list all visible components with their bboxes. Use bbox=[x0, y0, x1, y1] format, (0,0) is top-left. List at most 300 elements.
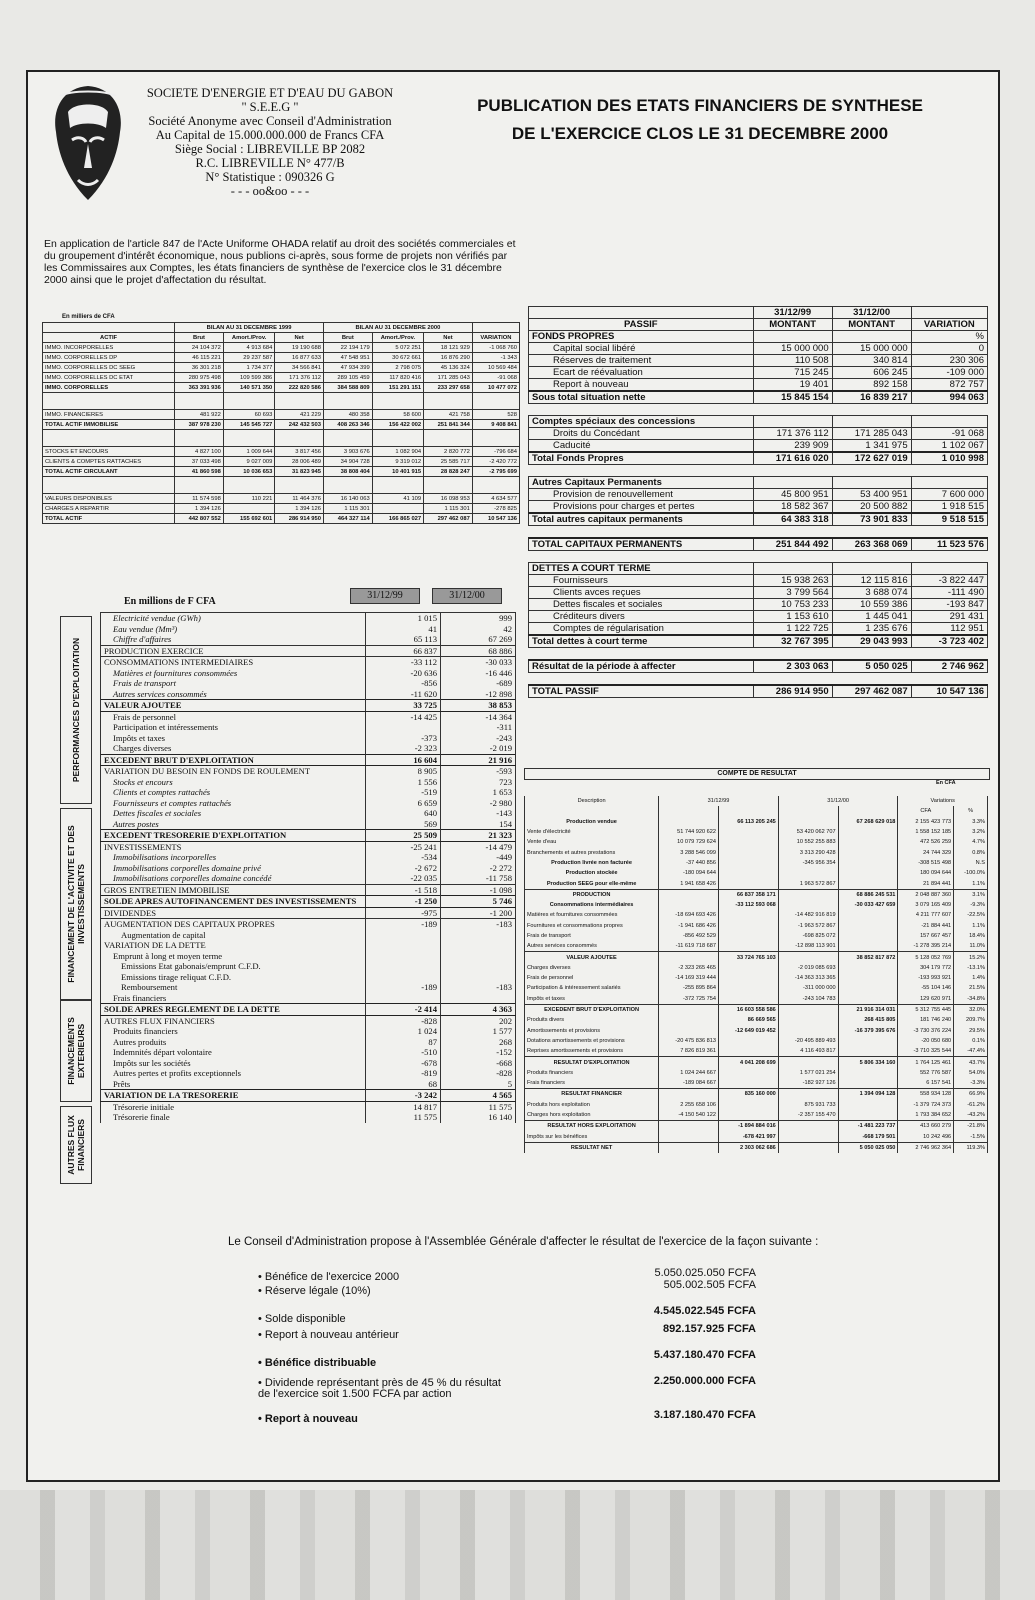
cr-cell-b: 86 669 565 bbox=[718, 1015, 778, 1025]
bilan-row-label: IMMO. CORPORELLES DC SEEG bbox=[43, 363, 175, 373]
passif-cell: -91 068 bbox=[911, 428, 987, 440]
cr-cell-f: 66.9% bbox=[954, 1089, 988, 1100]
tft-row bbox=[101, 951, 516, 962]
tft-value-99: 14 817 bbox=[366, 1101, 441, 1112]
tft-row bbox=[101, 961, 516, 972]
cr-cell-c: -243 104 783 bbox=[778, 994, 838, 1005]
cr-cell-b bbox=[718, 837, 778, 847]
title-line-1: PUBLICATION DES ETATS FINANCIERS DE SYNTHESE bbox=[477, 96, 923, 115]
cr-cell-c bbox=[778, 1121, 838, 1132]
cr-cell-d bbox=[838, 1036, 898, 1046]
bilan-cell: 109 599 386 bbox=[223, 373, 274, 383]
cr-cell-d bbox=[838, 847, 898, 857]
cr-cell-f: 18.4% bbox=[954, 931, 988, 941]
bilan-cell: 1 115 301 bbox=[424, 504, 473, 514]
bilan-cell: 30 672 661 bbox=[372, 353, 423, 363]
passif-row-label: Capital social libéré bbox=[529, 343, 754, 355]
passif-cell bbox=[911, 477, 987, 489]
passif-row-label: Droits du Concédant bbox=[529, 428, 754, 440]
passif-cell: 263 368 069 bbox=[832, 538, 911, 551]
passif-cell: 892 158 bbox=[832, 379, 911, 392]
tft-row-label: GROS ENTRETIEN IMMOBILISE bbox=[101, 884, 366, 896]
cr-row bbox=[525, 837, 988, 847]
cr-cell-d bbox=[838, 878, 898, 889]
bilan-row-label: IMMO. INCORPORELLES bbox=[43, 343, 175, 353]
cr-row-label: Produits divers bbox=[525, 1015, 659, 1025]
bilan-cell: 151 291 151 bbox=[372, 383, 423, 393]
cr-cell-e: 1 764 125 461 bbox=[898, 1057, 954, 1068]
tft-row-label: Participation et intéressements bbox=[101, 722, 366, 733]
passif-row bbox=[529, 685, 988, 698]
tft-row bbox=[101, 907, 516, 919]
tft-value-00: 11 575 bbox=[441, 1101, 516, 1112]
cr-cell-b bbox=[718, 1100, 778, 1110]
bilan-cell: 1 734 377 bbox=[223, 363, 274, 373]
bilan-row-label: IMMO. CORPORELLES bbox=[43, 383, 175, 393]
bilan-cell: 387 978 230 bbox=[175, 420, 224, 430]
cr-cell-e: -1 278 395 214 bbox=[898, 941, 954, 952]
bilan-cell: 2 798 075 bbox=[372, 363, 423, 373]
cr-cell-f: -1.5% bbox=[954, 1132, 988, 1143]
passif-cell bbox=[753, 563, 832, 575]
cr-cell-a bbox=[659, 1026, 719, 1036]
bilan-row bbox=[43, 447, 520, 457]
cr-cell-c bbox=[778, 1132, 838, 1143]
cr-cell-d: -16 379 395 676 bbox=[838, 1026, 898, 1036]
tft-row-label: Emissions tirage reliquat C.F.D. bbox=[101, 972, 366, 983]
photo-background bbox=[0, 1490, 1035, 1600]
bilan-cell: 45 136 324 bbox=[424, 363, 473, 373]
passif-cell: 18 582 367 bbox=[753, 501, 832, 514]
bilan-cell: -278 825 bbox=[472, 504, 519, 514]
tft-row-label: VARIATION DE LA TRESORERIE bbox=[101, 1090, 366, 1102]
cr-cell-b: 66 113 205 245 bbox=[718, 817, 778, 827]
passif-cell: 0 bbox=[911, 343, 987, 355]
section-fin-ext-label: FINANCEMENTS EXTERIEURS bbox=[60, 1000, 92, 1102]
cr-cell-a: -14 169 319 444 bbox=[659, 973, 719, 983]
cr-row bbox=[525, 878, 988, 889]
tft-value-00 bbox=[441, 972, 516, 983]
tft-value-99 bbox=[366, 961, 441, 972]
cr-cell-a: 3 288 546 099 bbox=[659, 847, 719, 857]
cr-cell-c: -14 363 313 365 bbox=[778, 973, 838, 983]
tft-row bbox=[101, 634, 516, 645]
tft-value-99: 87 bbox=[366, 1037, 441, 1048]
seeg-mask-logo bbox=[48, 82, 128, 204]
passif-row bbox=[529, 575, 988, 587]
bilan-cell: 10 547 136 bbox=[472, 514, 519, 524]
title-line-2: DE L'EXERCICE CLOS LE 31 DECEMBRE 2000 bbox=[511, 124, 889, 143]
cr-cell-e: 552 776 587 bbox=[898, 1068, 954, 1078]
cr-cell-d bbox=[838, 858, 898, 868]
cr-row-label: Autres services consommés bbox=[525, 941, 659, 952]
cr-cell-e: 157 667 457 bbox=[898, 931, 954, 941]
affectation-value: 5.050.025.050 FCFA bbox=[654, 1267, 756, 1279]
tft-row bbox=[101, 1058, 516, 1069]
cr-row-label: RESULTAT HORS EXPLOITATION bbox=[525, 1121, 659, 1132]
cr-row bbox=[525, 900, 988, 910]
passif-row-label: Autres Capitaux Permanents bbox=[529, 477, 754, 489]
tft-row-label: VALEUR AJOUTEE bbox=[101, 700, 366, 712]
cr-cell-f: -34.8% bbox=[954, 994, 988, 1005]
tft-value-99: -975 bbox=[366, 907, 441, 919]
cr-cell-e: 4 211 777 607 bbox=[898, 910, 954, 920]
cr-cell-c: -14 482 916 819 bbox=[778, 910, 838, 920]
tft-row-label: Clients et comptes rattachés bbox=[101, 787, 366, 798]
cr-head-00: 31/12/00 bbox=[778, 796, 898, 806]
passif-row bbox=[529, 416, 988, 428]
cr-row bbox=[525, 941, 988, 952]
passif-row-label: Total autres capitaux permanents bbox=[529, 513, 754, 526]
cr-cell-e: -3 710 325 544 bbox=[898, 1046, 954, 1057]
bilan-row-label: TOTAL ACTIF CIRCULANT bbox=[43, 467, 175, 477]
tft-value-00: 21 323 bbox=[441, 830, 516, 842]
cr-cell-b: 16 603 558 586 bbox=[718, 1004, 778, 1015]
cr-cell-d bbox=[838, 1110, 898, 1121]
bilan-cell: -1 343 bbox=[472, 353, 519, 363]
passif-cell: 5 050 025 bbox=[832, 660, 911, 673]
tft-row-label: Augmentation de capital bbox=[101, 930, 366, 941]
affectation-block bbox=[226, 1236, 846, 1248]
cr-row bbox=[525, 994, 988, 1005]
cr-cell-b bbox=[718, 994, 778, 1005]
passif-row bbox=[529, 611, 988, 623]
tft-value-99: -3 242 bbox=[366, 1090, 441, 1102]
section-fin-act-label: FINANCEMENT DE L'ACTIVITE ET DES INVESTISSEMENTS bbox=[60, 808, 92, 1000]
compte-resultat-table bbox=[524, 796, 988, 1153]
passif-row-label: Caducité bbox=[529, 440, 754, 453]
bilan-cell: 442 807 552 bbox=[175, 514, 224, 524]
cr-cell-e: 3 079 165 409 bbox=[898, 900, 954, 910]
bilan-cell bbox=[223, 504, 274, 514]
passif-corner bbox=[529, 307, 754, 319]
tft-row bbox=[101, 852, 516, 863]
bilan-col-header: Brut bbox=[175, 333, 224, 343]
tft-row-label: Autres postes bbox=[101, 819, 366, 830]
cr-cell-f: 43.7% bbox=[954, 1057, 988, 1068]
bilan-cell: 4 913 684 bbox=[223, 343, 274, 353]
tft-row bbox=[101, 700, 516, 712]
cr-row bbox=[525, 858, 988, 868]
cr-row bbox=[525, 963, 988, 973]
cr-cell-e: -3 730 376 224 bbox=[898, 1026, 954, 1036]
cr-cell-a: -180 094 644 bbox=[659, 868, 719, 878]
cr-cell-d bbox=[838, 1068, 898, 1078]
passif-row-label: Report à nouveau bbox=[529, 379, 754, 392]
cr-cell-b bbox=[718, 1036, 778, 1046]
company-seat: Siège Social : LIBREVILLE BP 2082 bbox=[174, 142, 366, 156]
cr-cell-a: 1 024 244 667 bbox=[659, 1068, 719, 1078]
passif-cell: 297 462 087 bbox=[832, 685, 911, 698]
bilan-group-2000: BILAN AU 31 DECEMBRE 2000 bbox=[323, 323, 472, 333]
passif-cell: -111 490 bbox=[911, 587, 987, 599]
passif-cell: 171 616 020 bbox=[753, 452, 832, 465]
passif-row-label: Dettes fiscales et sociales bbox=[529, 599, 754, 611]
passif-row-label: Sous total situation nette bbox=[529, 391, 754, 404]
bilan-corner-right bbox=[472, 323, 519, 333]
cr-row-label: Charges hors exploitation bbox=[525, 1110, 659, 1121]
cr-row-label: VALEUR AJOUTEE bbox=[525, 952, 659, 963]
bilan-cell: 171 376 112 bbox=[275, 373, 324, 383]
cr-cell-f: 21.5% bbox=[954, 983, 988, 993]
tft-row-label: Impôts sur les sociétés bbox=[101, 1058, 366, 1069]
tft-row-label: EXCEDENT TRESORERIE D'EXPLOITATION bbox=[101, 830, 366, 842]
tft-row-label: Charges diverses bbox=[101, 743, 366, 754]
cr-cell-c: 53 420 062 707 bbox=[778, 827, 838, 837]
passif-row bbox=[529, 452, 988, 465]
tft-value-00 bbox=[441, 993, 516, 1004]
tft-row bbox=[101, 1068, 516, 1079]
cr-cell-a bbox=[659, 1057, 719, 1068]
intro-paragraph: En application de l'article 847 de l'Acte Uniforme OHADA relatif au droit des sociétés commerciales et du groupement d'intérêt économique, nous publions ci-après, sous forme de projets non vérifiés par les Commissaires aux Comptes, les états financiers de synthèse de l'exercice clos le 31 décembre 2000 ainsi que le projet d'affectation du résultat. bbox=[44, 238, 516, 286]
affectation-value: 3.187.180.470 FCFA bbox=[653, 1409, 756, 1421]
tft-value-99: -11 620 bbox=[366, 689, 441, 700]
tft-value-00 bbox=[441, 940, 516, 951]
cr-cell-d bbox=[838, 837, 898, 847]
bilan-row-label: IMMO. CORPORELLES DC ETAT bbox=[43, 373, 175, 383]
cr-cell-f: 0.1% bbox=[954, 1036, 988, 1046]
affectation-label: • Solde disponible bbox=[258, 1314, 508, 1325]
passif-date-99: 31/12/99 bbox=[753, 307, 832, 319]
bilan-cell: 10 401 915 bbox=[372, 467, 423, 477]
bilan-cell: 36 301 218 bbox=[175, 363, 224, 373]
cr-cell-b: 2 303 062 686 bbox=[718, 1142, 778, 1153]
tft-value-99: -25 241 bbox=[366, 841, 441, 852]
tft-value-00: -1 200 bbox=[441, 907, 516, 919]
cr-cell-f: 209.7% bbox=[954, 1015, 988, 1025]
passif-row-label: Comptes de régularisation bbox=[529, 623, 754, 636]
passif-row bbox=[529, 391, 988, 404]
cr-cell-e: -20 050 680 bbox=[898, 1036, 954, 1046]
bilan-actif-table bbox=[42, 322, 520, 524]
tft-row bbox=[101, 1026, 516, 1037]
tft-row-label: Trésorerie finale bbox=[101, 1112, 366, 1123]
passif-cell: 15 000 000 bbox=[753, 343, 832, 355]
cr-row bbox=[525, 931, 988, 941]
cr-cell-e: 24 744 329 bbox=[898, 847, 954, 857]
cr-cell-a: -856 492 529 bbox=[659, 931, 719, 941]
bilan-col-header: Amort./Prov. bbox=[223, 333, 274, 343]
page-title bbox=[440, 92, 960, 148]
passif-row-label: FONDS PROPRES bbox=[529, 331, 754, 343]
tft-row-label: DIVIDENDES bbox=[101, 907, 366, 919]
bilan-cell: 1 082 904 bbox=[372, 447, 423, 457]
passif-cell: 1 341 975 bbox=[832, 440, 911, 453]
passif-row bbox=[529, 440, 988, 453]
passif-cell: 1 445 041 bbox=[832, 611, 911, 623]
cr-row-label: Branchements et autres prestations bbox=[525, 847, 659, 857]
bilan-cell: 233 297 658 bbox=[424, 383, 473, 393]
tft-row-label: Autres produits bbox=[101, 1037, 366, 1048]
cr-cell-a bbox=[659, 1132, 719, 1143]
tft-row bbox=[101, 841, 516, 852]
passif-cell: 15 938 263 bbox=[753, 575, 832, 587]
passif-row-label: Provision de renouvellement bbox=[529, 489, 754, 501]
cr-cell-e: 558 934 128 bbox=[898, 1089, 954, 1100]
tft-value-00: -449 bbox=[441, 852, 516, 863]
cr-cell-e: 2 155 423 773 bbox=[898, 817, 954, 827]
bilan-row bbox=[43, 383, 520, 393]
bilan-cell: -91 068 bbox=[472, 373, 519, 383]
bilan-cell bbox=[372, 504, 423, 514]
tft-value-99: -14 425 bbox=[366, 711, 441, 722]
tft-value-00: -668 bbox=[441, 1058, 516, 1069]
passif-cell: 11 523 576 bbox=[911, 538, 987, 551]
cr-cell-c bbox=[778, 952, 838, 963]
tft-value-99: -819 bbox=[366, 1068, 441, 1079]
bilan-row-label: STOCKS ET ENCOURS bbox=[43, 447, 175, 457]
tft-table bbox=[100, 612, 516, 1123]
cr-cell-c bbox=[778, 889, 838, 900]
cr-cell-a: -37 440 856 bbox=[659, 858, 719, 868]
passif-row bbox=[529, 513, 988, 526]
tft-value-00: 4 363 bbox=[441, 1004, 516, 1016]
cr-cell-b bbox=[718, 827, 778, 837]
passif-row bbox=[529, 538, 988, 551]
bilan-cell: 24 104 372 bbox=[175, 343, 224, 353]
cr-cell-e: 472 526 259 bbox=[898, 837, 954, 847]
cr-cell-f: 119.3% bbox=[954, 1142, 988, 1153]
passif-cell: 239 909 bbox=[753, 440, 832, 453]
bilan-cell: 9 408 841 bbox=[472, 420, 519, 430]
cr-cell-c bbox=[778, 1004, 838, 1015]
passif-cell: 15 000 000 bbox=[832, 343, 911, 355]
passif-cell: 1 122 725 bbox=[753, 623, 832, 636]
passif-cell: 286 914 950 bbox=[753, 685, 832, 698]
bilan-cell: 16 098 953 bbox=[424, 494, 473, 504]
passif-cell: 2 746 962 bbox=[911, 660, 987, 673]
cr-cell-d: 268 415 805 bbox=[838, 1015, 898, 1025]
tft-value-00: 154 bbox=[441, 819, 516, 830]
passif-col-header: MONTANT bbox=[832, 319, 911, 331]
passif-cell: 73 901 833 bbox=[832, 513, 911, 526]
tft-value-00 bbox=[441, 961, 516, 972]
tft-row bbox=[101, 808, 516, 819]
tft-value-00: 202 bbox=[441, 1015, 516, 1026]
tft-row bbox=[101, 743, 516, 754]
tft-row bbox=[101, 1079, 516, 1090]
cr-row-label: RESULTAT FINANCIER bbox=[525, 1089, 659, 1100]
cr-row-label: Participation & intéressement salariés bbox=[525, 983, 659, 993]
passif-cell bbox=[911, 416, 987, 428]
cr-cell-b bbox=[718, 921, 778, 931]
passif-cell: 606 245 bbox=[832, 367, 911, 379]
bilan-row-label: VALEURS DISPONIBLES bbox=[43, 494, 175, 504]
tft-row bbox=[101, 657, 516, 668]
cr-cell-f: 1.1% bbox=[954, 878, 988, 889]
tft-value-00: -14 364 bbox=[441, 711, 516, 722]
tft-row-label: Immobilisations incorporelles bbox=[101, 852, 366, 863]
bilan-cell: 363 391 936 bbox=[175, 383, 224, 393]
cr-unit: En CFA bbox=[936, 780, 956, 786]
bilan-cell: -2 795 699 bbox=[472, 467, 519, 477]
cr-cell-f: 4.7% bbox=[954, 837, 988, 847]
passif-cell bbox=[832, 477, 911, 489]
cr-row-label: Frais financiers bbox=[525, 1078, 659, 1089]
cr-cell-d bbox=[838, 973, 898, 983]
cr-cell-c: 3 313 290 428 bbox=[778, 847, 838, 857]
cr-cell-b: -1 894 884 016 bbox=[718, 1121, 778, 1132]
cr-cell-d bbox=[838, 921, 898, 931]
passif-row-label: Provisions pour charges et pertes bbox=[529, 501, 754, 514]
passif-row-label: Total dettes à court terme bbox=[529, 635, 754, 648]
cr-cell-f: 15.2% bbox=[954, 952, 988, 963]
passif-cell: 171 285 043 bbox=[832, 428, 911, 440]
cr-row bbox=[525, 847, 988, 857]
cr-cell-c: -12 898 113 901 bbox=[778, 941, 838, 952]
tft-value-99: 569 bbox=[366, 819, 441, 830]
bilan-cell: -2 420 772 bbox=[472, 457, 519, 467]
cr-title: COMPTE DE RESULTAT bbox=[524, 768, 990, 780]
tft-value-99 bbox=[366, 951, 441, 962]
bilan-cell: 22 194 179 bbox=[323, 343, 372, 353]
cr-row bbox=[525, 1015, 988, 1025]
tft-value-99: 1 556 bbox=[366, 777, 441, 788]
passif-cell: -3 822 447 bbox=[911, 575, 987, 587]
cr-cell-f: -13.1% bbox=[954, 963, 988, 973]
tft-row-label: Remboursement bbox=[101, 982, 366, 993]
bilan-cell: 145 545 727 bbox=[223, 420, 274, 430]
company-rc: R.C. LIBREVILLE N° 477/B bbox=[195, 156, 345, 170]
cr-cell-c bbox=[778, 1089, 838, 1100]
bilan-cell: 110 221 bbox=[223, 494, 274, 504]
tft-value-99: -534 bbox=[366, 852, 441, 863]
cr-row bbox=[525, 1132, 988, 1143]
passif-col-header: PASSIF bbox=[529, 319, 754, 331]
tft-value-00: -2 980 bbox=[441, 798, 516, 809]
passif-row bbox=[529, 331, 988, 343]
bilan-cell: 1 394 126 bbox=[275, 504, 324, 514]
cr-cell-a: 1 941 658 426 bbox=[659, 878, 719, 889]
passif-row bbox=[529, 379, 988, 392]
tft-row bbox=[101, 722, 516, 733]
bilan-cell: -796 684 bbox=[472, 447, 519, 457]
bilan-cell: 34 904 728 bbox=[323, 457, 372, 467]
cr-cell-b bbox=[718, 878, 778, 889]
cr-cell-d bbox=[838, 963, 898, 973]
passif-row-label: Créditeurs divers bbox=[529, 611, 754, 623]
passif-cell: 251 844 492 bbox=[753, 538, 832, 551]
bilan-cell: 46 115 221 bbox=[175, 353, 224, 363]
bilan-cell: 1 394 126 bbox=[175, 504, 224, 514]
tft-row bbox=[101, 993, 516, 1004]
bilan-cell: 58 600 bbox=[372, 410, 423, 420]
cr-cell-f: -47.4% bbox=[954, 1046, 988, 1057]
cr-cell-a bbox=[659, 1089, 719, 1100]
cr-cell-d bbox=[838, 910, 898, 920]
tft-value-99: -189 bbox=[366, 982, 441, 993]
cr-cell-e: 2 048 887 360 bbox=[898, 889, 954, 900]
cr-cell-b bbox=[718, 1078, 778, 1089]
tft-value-99: -20 636 bbox=[366, 668, 441, 679]
passif-row bbox=[529, 660, 988, 673]
cr-cell-d: 1 394 094 128 bbox=[838, 1089, 898, 1100]
passif-date-00: 31/12/00 bbox=[832, 307, 911, 319]
tft-value-00: -16 446 bbox=[441, 668, 516, 679]
affectation-lead: Le Conseil d'Administration propose à l'Assemblée Générale d'affecter le résultat de l'exercice de la façon suivante : bbox=[228, 1236, 819, 1248]
tft-value-00: 723 bbox=[441, 777, 516, 788]
cr-cell-b bbox=[718, 1046, 778, 1057]
cr-cell-c bbox=[778, 900, 838, 910]
tft-row-label: Stocks et encours bbox=[101, 777, 366, 788]
bilan-cell: 3 817 456 bbox=[275, 447, 324, 457]
cr-row-label: Vente d'eau bbox=[525, 837, 659, 847]
cr-row-label: Matières et fournitures consommées bbox=[525, 910, 659, 920]
passif-cell: 53 400 951 bbox=[832, 489, 911, 501]
passif-row-label: Total Fonds Propres bbox=[529, 452, 754, 465]
bilan-row bbox=[43, 343, 520, 353]
cr-cell-e: 21 894 441 bbox=[898, 878, 954, 889]
